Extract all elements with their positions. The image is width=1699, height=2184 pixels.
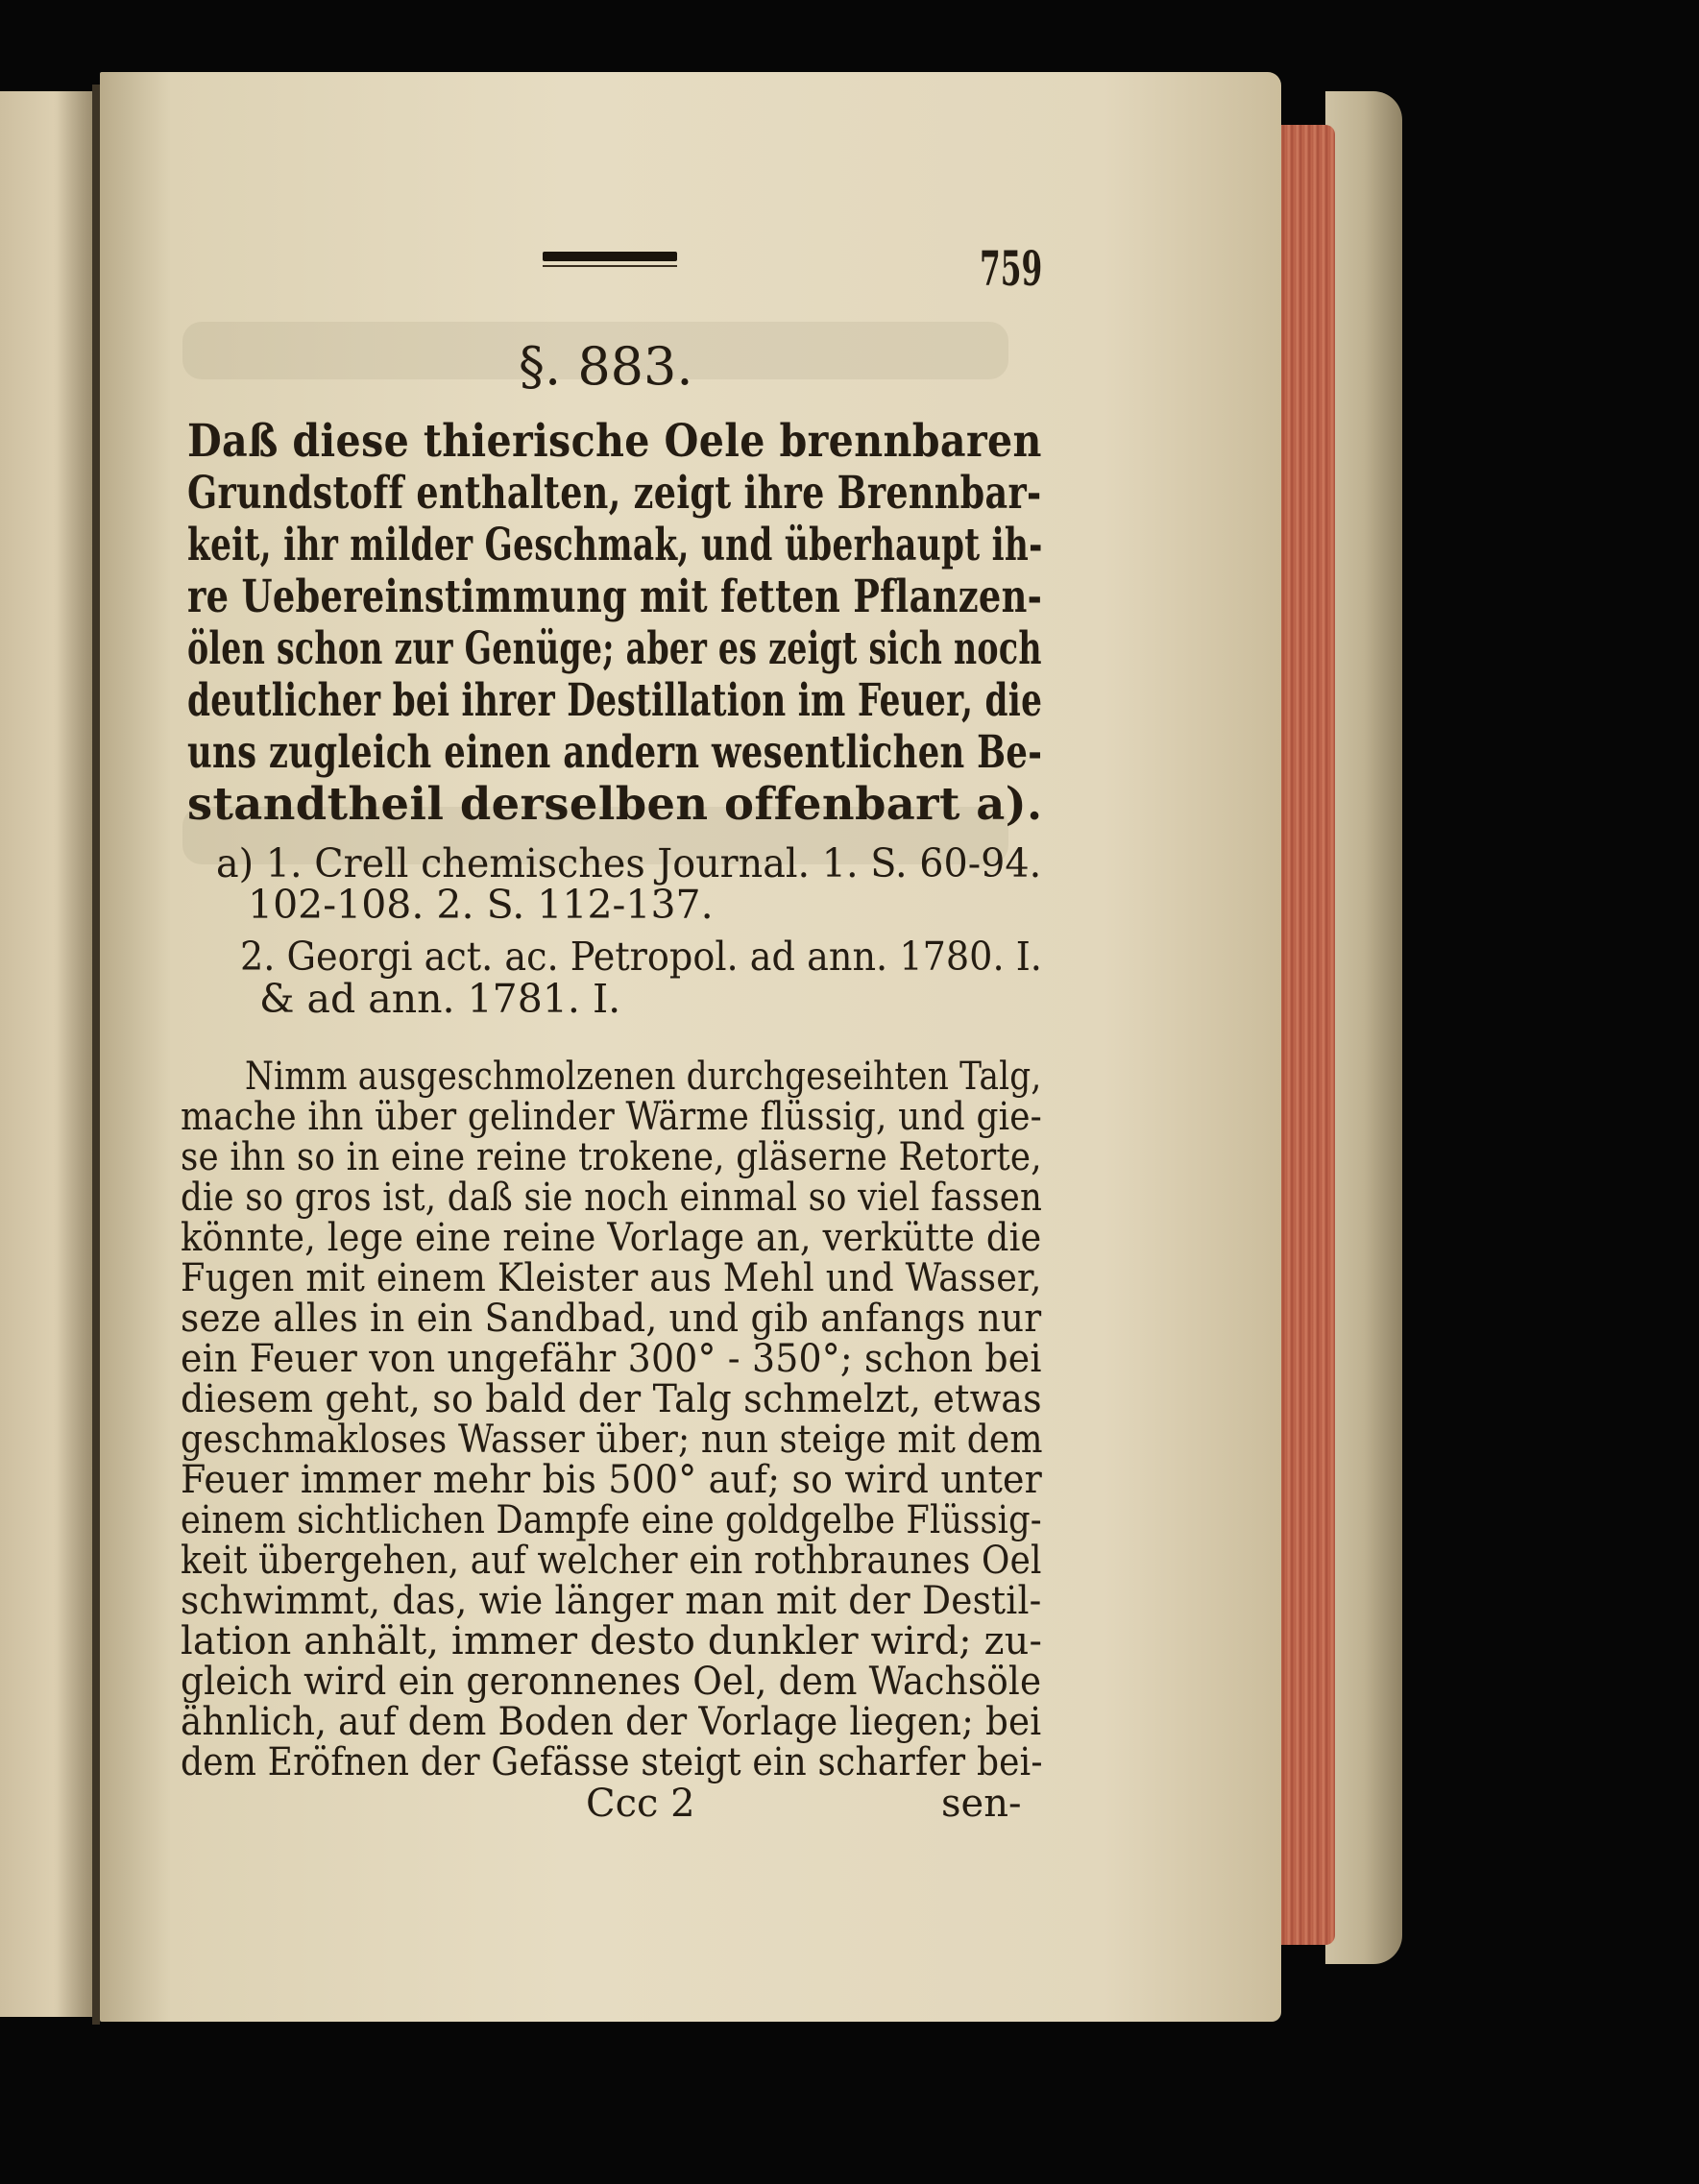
text-line: die so gros ist, daß sie noch einmal so viel fassen — [181, 1176, 1043, 1220]
facing-page-shadow — [53, 91, 96, 2017]
text-line: Feuer immer mehr bis 500° auf; so wird unter — [181, 1458, 1042, 1502]
text-line: ölen schon zur Genüge; aber es zeigt sich noch — [187, 622, 1042, 675]
text-line: ein Feuer von ungefähr 300° - 350°; schon bei — [181, 1337, 1042, 1381]
text-line: einem sichtlichen Dampfe eine goldgelbe Flüssig- — [181, 1498, 1042, 1542]
text-line: deutlicher bei ihrer Destillation im Feuer, die — [187, 674, 1043, 727]
signature-mark: Ccc 2 — [586, 1782, 695, 1826]
text-line: keit übergehen, auf welcher ein rothbraunes Oel — [181, 1539, 1042, 1583]
footnote-line: 102-108. 2. S. 112-137. — [248, 882, 714, 928]
text-line: Fugen mit einem Kleister aus Mehl und Wasser, — [181, 1256, 1042, 1300]
section-heading: §. 883. — [519, 336, 693, 397]
text-line: uns zugleich einen andern wesentlichen Be- — [187, 726, 1043, 779]
text-line: re Uebereinstimmung mit fetten Pflanzen- — [187, 570, 1043, 623]
text-line: Nimm ausgeschmolzenen durchgeseihten Talg, — [245, 1055, 1042, 1099]
red-page-edges — [1277, 125, 1335, 1945]
text-line: ähnlich, auf dem Boden der Vorlage liegen; bei — [181, 1700, 1042, 1744]
text-line: keit, ihr milder Geschmak, und überhaupt ih- — [187, 519, 1043, 571]
text-line: Grundstoff enthalten, zeigt ihre Brennbar- — [187, 467, 1042, 520]
text-line: schwimmt, das, wie länger man mit der Destil- — [181, 1579, 1042, 1623]
footnote-line: 2. Georgi act. ac. Petropol. ad ann. 1780. I. — [240, 934, 1042, 980]
catchword: sen- — [941, 1782, 1022, 1826]
text-line: dem Eröfnen der Gefässe steigt ein scharfer bei- — [181, 1740, 1043, 1784]
header-rule — [543, 252, 677, 261]
text-line: standtheil derselben offenbart a). — [187, 778, 1043, 831]
text-line: mache ihn über gelinder Wärme flüssig, und gie- — [181, 1095, 1042, 1139]
text-line: diesem geht, so bald der Talg schmelzt, etwas — [181, 1377, 1042, 1421]
text-line: lation anhält, immer desto dunkler wird; zu- — [181, 1619, 1043, 1663]
book-cover-edge — [1325, 91, 1402, 1964]
text-line: se ihn so in eine reine trokene, gläserne Retorte, — [181, 1135, 1042, 1179]
header-rule-thin — [543, 265, 677, 267]
text-line: Daß diese thierische Oele brennbaren — [187, 415, 1042, 468]
footnote-line: a) 1. Crell chemisches Journal. 1. S. 60-94. — [216, 840, 1042, 886]
text-line: seze alles in ein Sandbad, und gib anfangs nur — [181, 1297, 1042, 1341]
book-gutter — [92, 85, 100, 2025]
text-line: gleich wird ein geronnenes Oel, dem Wachsöle — [181, 1660, 1042, 1704]
text-line: könnte, lege eine reine Vorlage an, verkütte die — [181, 1216, 1042, 1260]
page-number: 759 — [980, 240, 1043, 297]
footnote-line: & ad ann. 1781. I. — [259, 976, 621, 1022]
text-line: geschmakloses Wasser über; nun steige mit dem — [181, 1418, 1043, 1462]
